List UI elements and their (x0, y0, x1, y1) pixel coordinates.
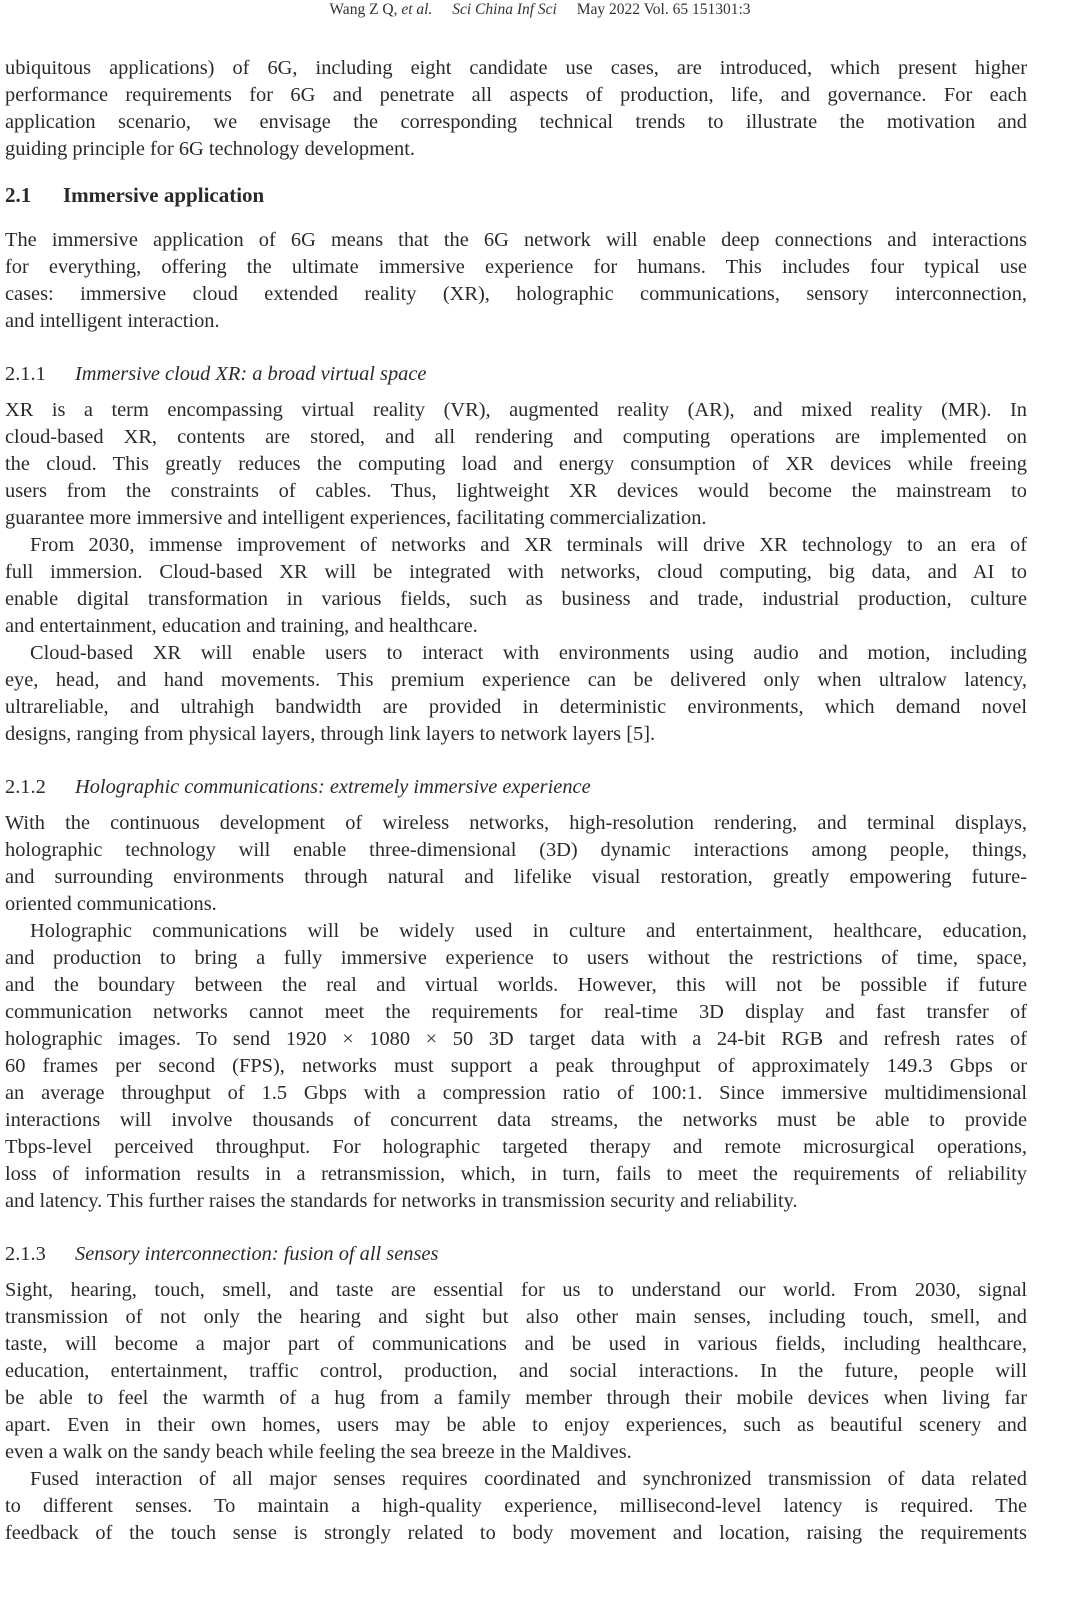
text-line: feedback of the touch sense is strongly related to body movement and location, raising the requirements (5, 1522, 1027, 1544)
text-line: and latency. This further raises the standards for networks in transmission security and reliability. (5, 1190, 798, 1212)
header-etal: et al. (401, 1, 433, 18)
header-journal: Sci China Inf Sci (452, 1, 557, 18)
text-line: be able to feel the warmth of a hug from a family member through their mobile devices when living far (5, 1387, 1027, 1409)
text-line: apart. Even in their own homes, users may be able to enjoy experiences, such as beautiful scenery and (5, 1414, 1027, 1436)
text-line: even a walk on the sandy beach while feeling the sea breeze in the Maldives. (5, 1441, 632, 1463)
text-line: With the continuous development of wireless networks, high-resolution rendering, and terminal displays, (5, 812, 1027, 834)
section-heading-2-1 (5, 180, 1027, 210)
section-2-1-3-paragraph-1 (5, 1277, 1027, 1466)
text-line: guiding principle for 6G technology development. (5, 138, 415, 160)
text-line: From 2030, immense improvement of networks and XR terminals will drive XR technology to an era of (30, 534, 1027, 556)
text-line: transmission of not only the hearing and sight but also other main senses, including touch, smell, and (5, 1306, 1027, 1328)
text-line: holographic technology will enable three-dimensional (3D) dynamic interactions among people, things, (5, 839, 1027, 861)
text-line: Tbps-level perceived throughput. For holographic targeted therapy and remote microsurgical operations, (5, 1136, 1027, 1158)
header-authors (329, 1, 432, 18)
subsection-title: Sensory interconnection: fusion of all senses (75, 1243, 439, 1265)
text-line: Holographic communications will be widely used in culture and entertainment, healthcare, education, (30, 920, 1027, 942)
section-number: 2.1 (5, 183, 32, 207)
text-line: for everything, offering the ultimate immersive experience for humans. This includes four typical use (5, 256, 1027, 278)
text-line: users from the constraints of cables. Thus, lightweight XR devices would become the mainstream to (5, 480, 1027, 502)
text-line: cloud-based XR, contents are stored, and all rendering and computing operations are implemented on (5, 426, 1027, 448)
text-line: taste, will become a major part of communications and be used in various fields, including healthcare, (5, 1333, 1027, 1355)
intro-paragraph (5, 55, 1027, 163)
text-line: an average throughput of 1.5 Gbps with a compression ratio of 100:1. Since immersive multidimensional (5, 1082, 1027, 1104)
text-line: guarantee more immersive and intelligent experiences, facilitating commercialization. (5, 507, 707, 529)
page-body (5, 55, 1027, 1547)
subsection-number: 2.1.1 (5, 363, 46, 385)
subsection-title: Holographic communications: extremely immersive experience (75, 776, 591, 798)
section-2-1-1-paragraph-1 (5, 397, 1027, 532)
subsection-heading-2-1-1 (5, 359, 1027, 389)
subsection-number: 2.1.2 (5, 776, 46, 798)
text-line: to different senses. To maintain a high-quality experience, millisecond-level latency is required. The (5, 1495, 1027, 1517)
text-line: Cloud-based XR will enable users to interact with environments using audio and motion, including (30, 642, 1027, 664)
subsection-title: Immersive cloud XR: a broad virtual space (75, 363, 427, 385)
text-line: and the boundary between the real and virtual worlds. However, this will not be possible if future (5, 974, 1027, 996)
section-2-1-2-paragraph-2 (5, 918, 1027, 1215)
header-author-names: Wang Z Q, (329, 1, 398, 18)
text-line: communication networks cannot meet the requirements for real-time 3D display and fast transfer of (5, 1001, 1027, 1023)
subsection-heading-2-1-3 (5, 1239, 1027, 1269)
text-line: enable digital transformation in various fields, such as business and trade, industrial production, culture (5, 588, 1027, 610)
text-line: and intelligent interaction. (5, 310, 220, 332)
text-line: application scenario, we envisage the corresponding technical trends to illustrate the motivation and (5, 111, 1027, 133)
section-2-1-1-paragraph-2 (5, 532, 1027, 640)
text-line: ultrareliable, and ultrahigh bandwidth are provided in deterministic environments, which demand novel (5, 696, 1027, 718)
section-2-1-paragraph (5, 227, 1027, 335)
section-2-1-3-paragraph-2 (5, 1466, 1027, 1547)
text-line: 60 frames per second (FPS), networks must support a peak throughput of approximately 149.3 Gbps or (5, 1055, 1027, 1077)
text-line: The immersive application of 6G means that the 6G network will enable deep connections and interactions (5, 229, 1027, 251)
text-line: interactions will involve thousands of concurrent data streams, the networks must be able to provide (5, 1109, 1027, 1131)
text-line: eye, head, and hand movements. This premium experience can be delivered only when ultralow latency, (5, 669, 1027, 691)
text-line: performance requirements for 6G and penetrate all aspects of production, life, and governance. For each (5, 84, 1027, 106)
section-2-1-1-paragraph-3 (5, 640, 1027, 748)
text-line: designs, ranging from physical layers, through link layers to network layers [5]. (5, 723, 656, 745)
section-2-1-2-paragraph-1 (5, 810, 1027, 918)
text-line: full immersion. Cloud-based XR will be integrated with networks, cloud computing, big data, and AI to (5, 561, 1027, 583)
text-line: and entertainment, education and training, and healthcare. (5, 615, 478, 637)
text-line: loss of information results in a retransmission, which, in turn, fails to meet the requirements of reliability (5, 1163, 1027, 1185)
section-title: Immersive application (63, 183, 265, 207)
text-line: XR is a term encompassing virtual reality (VR), augmented reality (AR), and mixed reality (MR). In (5, 399, 1027, 421)
text-line: holographic images. To send 1920 × 1080 × 50 3D target data with a 24-bit RGB and refresh rates of (5, 1028, 1027, 1050)
subsection-number: 2.1.3 (5, 1243, 46, 1265)
text-line: Fused interaction of all major senses requires coordinated and synchronized transmission of data related (30, 1468, 1027, 1490)
text-line: education, entertainment, traffic control, production, and social interactions. In the future, people will (5, 1360, 1027, 1382)
subsection-heading-2-1-2 (5, 772, 1027, 802)
text-line: Sight, hearing, touch, smell, and taste are essential for us to understand our world. From 2030, signal (5, 1279, 1027, 1301)
text-line: and production to bring a fully immersive experience to users without the restrictions of time, space, (5, 947, 1027, 969)
text-line: oriented communications. (5, 893, 217, 915)
text-line: cases: immersive cloud extended reality (XR), holographic communications, sensory interconnection, (5, 283, 1027, 305)
header-issue: May 2022 Vol. 65 151301:3 (576, 1, 751, 18)
text-line: the cloud. This greatly reduces the computing load and energy consumption of XR devices while freeing (5, 453, 1027, 475)
text-line: and surrounding environments through natural and lifelike visual restoration, greatly empowering future- (5, 866, 1027, 888)
text-line: ubiquitous applications) of 6G, including eight candidate use cases, are introduced, which present higher (5, 57, 1027, 79)
running-header (0, 0, 1080, 22)
